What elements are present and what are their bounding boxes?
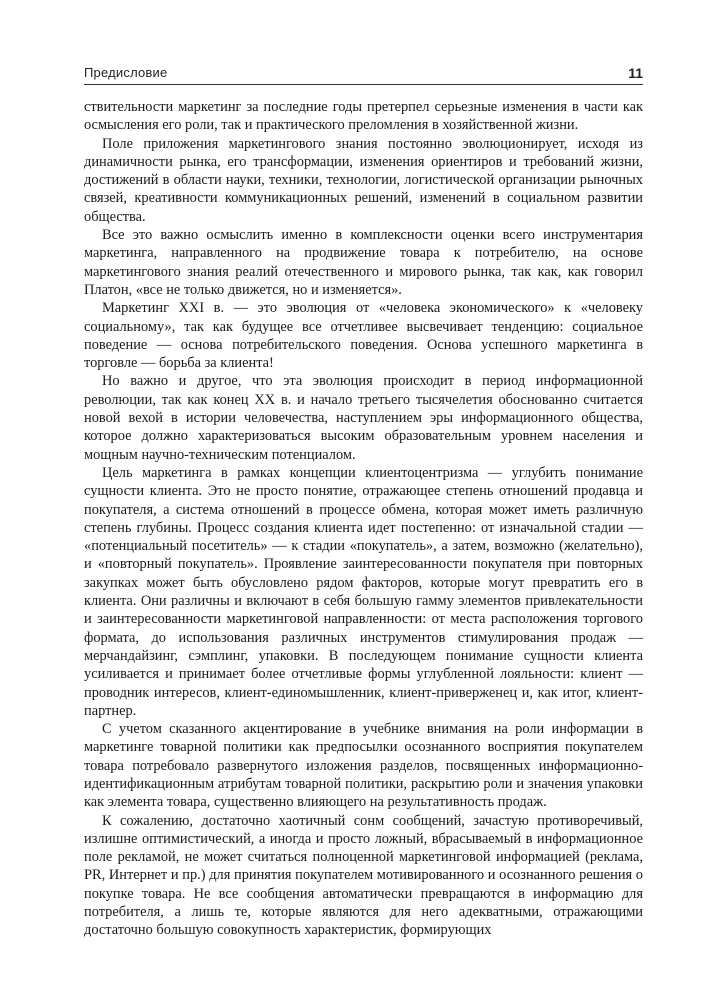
running-header [84, 60, 643, 84]
paragraph: Но важно и другое, что эта эволюция происходит в период информационной революции, так как конец XX в. и начало третьего тысячелетия обоснованно считается новой вехой в истории человечества, наступлением эры информационного общества, которое должно характеризоваться высоким образовательным уровнем населения и мощным научно-техническим потенциалом. [84, 373, 643, 463]
page-number: 11 [628, 65, 643, 81]
paragraph: Маркетинг XXI в. — это эволюция от «человека экономического» к «человеку социальному», так как будущее все отчетливее высвечивает тенденцию: социальное поведение — основа потребительского поведения. Основа успешного маркетинга в торговле — борьба за клиента! [84, 300, 643, 372]
paragraph: Цель маркетинга в рамках концепции клиентоцентризма — углубить понимание сущности клиента. Это не просто понятие, отражающее степень отношений продавца и покупателя, а система отношений в процессе обмена, которая может иметь различную степень глубины. Процесс создания клиента идет постепенно: от изначальной стадии — «потенциальный посетитель» — к стадии «покупатель», а затем, возможно (желательно), и «повторный покупатель». Проявление заинтересованности покупателя при повторных закупках может быть обусловлено рядом факторов, которые могут превратить его в клиента. Они различны и включают в себя большую гамму элементов привлекательности и заинтересованности маркетинговой направленности: от места расположения торгового формата, до использования различных инструментов стимулирования продаж — мерчандайзинг, сэмплинг, упаковки. В последующем понимание сущности клиента усиливается и принимает более отчетливые формы углубленной лояльности: клиент — проводник интересов, клиент-единомышленник, клиент-приверженец и, как итог, клиент-партнер. [84, 464, 643, 719]
body-text [84, 98, 643, 940]
paragraph-continued: ствительности маркетинг за последние годы претерпел серьезные изменения в части как осмысления его роли, так и практического преломления в хозяйственной жизни. [84, 99, 643, 134]
paragraph: Поле приложения маркетингового знания постоянно эволюционирует, исходя из динамичности рынка, его трансформации, изменения ориентиров и требований жизни, достижений в области науки, техники, технологии, логистической организации рыночных связей, креативности коммуникационных решений, изменений в социальном развитии общества. [84, 135, 643, 225]
header-divider [84, 84, 643, 85]
section-title: Предисловие [84, 65, 168, 80]
paragraph: С учетом сказанного акцентирование в учебнике внимания на роли информации в маркетинге товарной политики как предпосылки осознанного восприятия покупателем товара потребовало развернутого изложения разделов, посвященных информационно-идентификационным атрибутам товарной политики, раскрытию роли и значения упаковки как элемента товара, существенно влияющего на результативность продаж. [84, 721, 643, 811]
paragraph: Все это важно осмыслить именно в комплексности оценки всего инструментария маркетинга, направленного на продвижение товара к потребителю, на основе маркетингового знания реалий отечественного и мирового рынка, так как, как говорил Платон, «все не только движется, но и изменяется». [84, 227, 643, 298]
paragraph: К сожалению, достаточно хаотичный сонм сообщений, зачастую противоречивый, излишне оптимистический, а иногда и просто ложный, вбрасываемый в информационное поле рекламой, не может считаться полноценной маркетинговой информацией (реклама, PR, Интернет и пр.) для принятия покупателем мотивированного и осознанного решения о покупке товара. Не все сообщения автоматически превращаются в информацию для потребителя, а лишь те, которые являются для него адекватными, отражающими достаточно большую совокупность характеристик, формирующих [84, 812, 643, 939]
